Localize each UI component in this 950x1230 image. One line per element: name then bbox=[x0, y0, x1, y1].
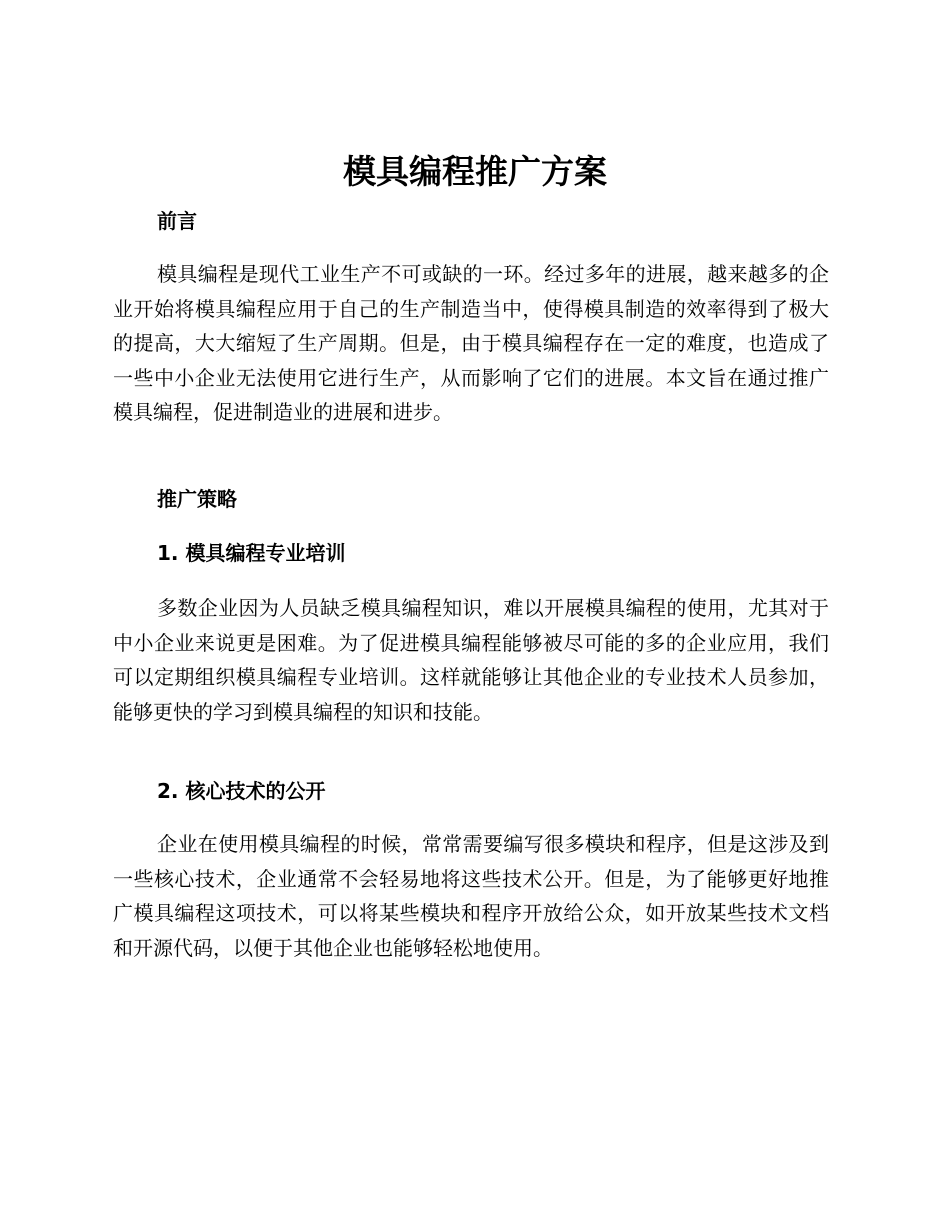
section-heading-preface: 前言 bbox=[157, 209, 197, 233]
section-heading-strategy: 推广策略 bbox=[157, 487, 237, 511]
paragraph-open-core-tech: 企业在使用模具编程的时候，常常需要编写很多模块和程序，但是这涉及到一些核心技术，企业通常不会轻易地将这些技术公开。但是，为了能够更好地推广模具编程这项技术，可以将某些模块和程序开放给公众，如开放某些技术文档和开源代码，以便于其他企业也能够轻松地使用。 bbox=[113, 832, 829, 960]
paragraph-training: 多数企业因为人员缺乏模具编程知识，难以开展模具编程的使用，尤其对于中小企业来说更是困难。为了促进模具编程能够被尽可能的多的企业应用，我们可以定期组织模具编程专业培训。这样就能够让其他企业的专业技术人员参加，能够更快的学习到模具编程的知识和技能。 bbox=[113, 596, 829, 724]
subheading-training: 1. 模具编程专业培训 bbox=[157, 541, 346, 565]
paragraph-preface: 模具编程是现代工业生产不可或缺的一环。经过多年的进展，越来越多的企业开始将模具编程应用于自己的生产制造当中，使得模具制造的效率得到了极大的提高，大大缩短了生产周期。但是，由于模具编程存在一定的难度，也造成了一些中小企业无法使用它进行生产，从而影响了它们的进展。本文旨在通过推广模具编程，促进制造业的进展和进步。 bbox=[113, 262, 829, 424]
document-title: 模具编程推广方案 bbox=[343, 152, 607, 191]
subheading-open-core-tech: 2. 核心技术的公开 bbox=[157, 779, 326, 803]
